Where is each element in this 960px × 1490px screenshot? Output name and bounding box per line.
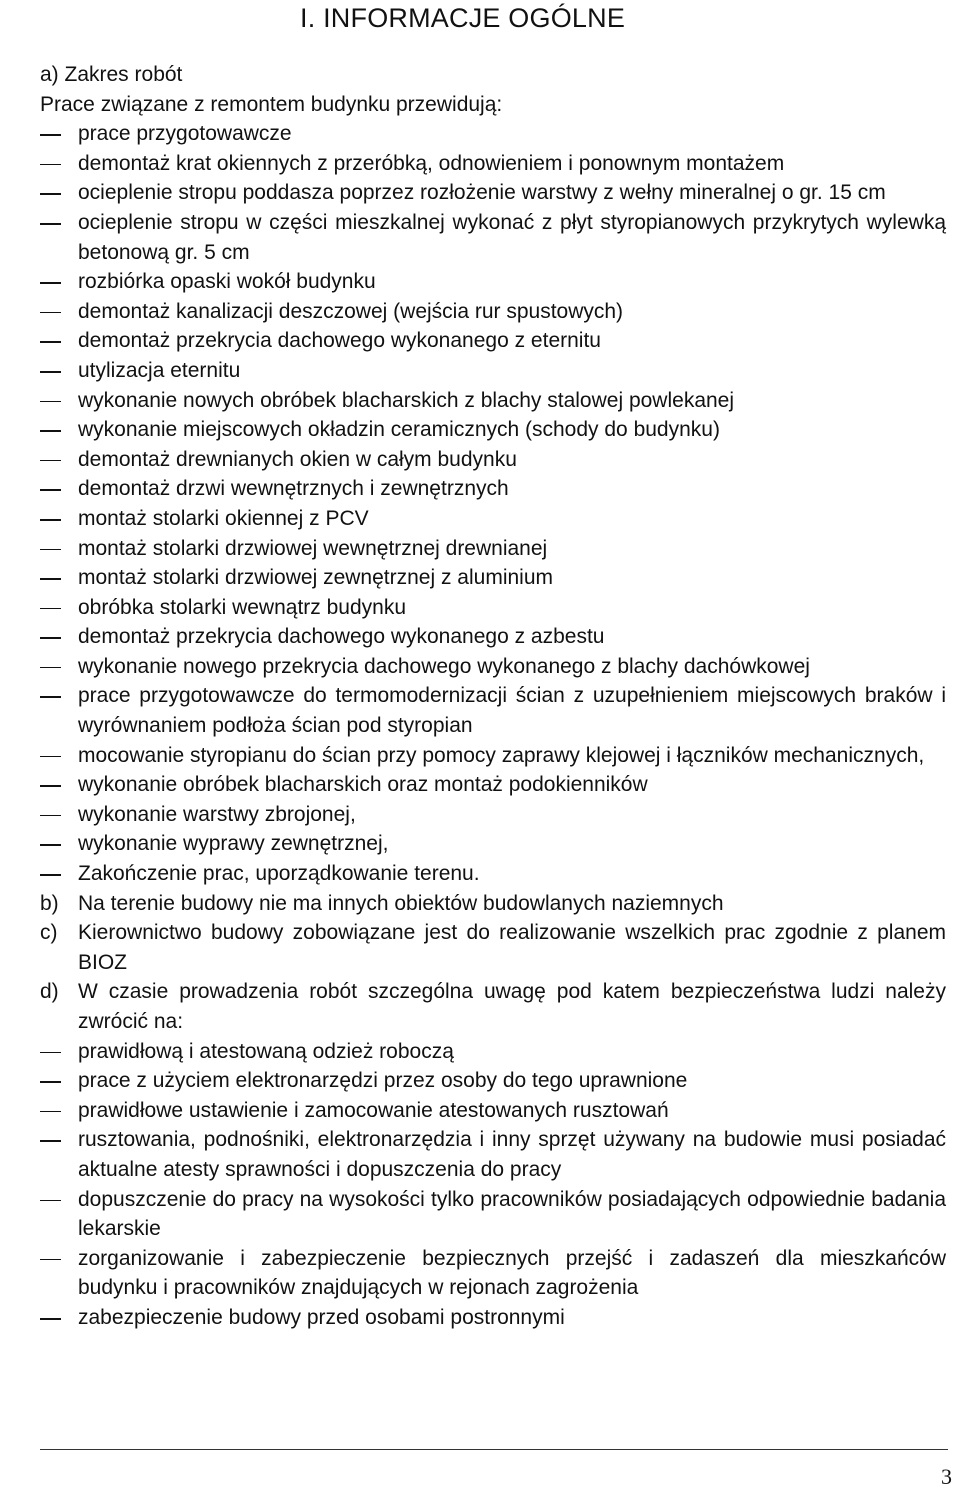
list-item: demontaż przekrycia dachowego wykonanego z azbestu xyxy=(40,622,946,652)
section-b-label: b) xyxy=(40,891,59,915)
section-b xyxy=(40,889,946,919)
list-item: montaż stolarki drzwiowej wewnętrznej drewnianej xyxy=(40,534,946,564)
list-item: Zakończenie prac, uporządkowanie terenu. xyxy=(40,859,946,889)
list-item: wykonanie nowego przekrycia dachowego wykonanego z blachy dachówkowej xyxy=(40,652,946,682)
list-item: wykonanie wyprawy zewnętrznej, xyxy=(40,829,946,859)
list-item: wykonanie miejscowych okładzin ceramicznych (schody do budynku) xyxy=(40,415,946,445)
list-item: prace przygotowawcze xyxy=(40,119,946,149)
page-title: I. INFORMACJE OGÓLNE xyxy=(300,3,626,33)
list-item: prace z użyciem elektronarzędzi przez osoby do tego uprawnione xyxy=(40,1066,946,1096)
section-d-text: W czasie prowadzenia robót szczególna uwagę pod katem bezpieczeństwa ludzi należy zwrócić na: xyxy=(78,980,946,1033)
section-c-text: Kierownictwo budowy zobowiązane jest do realizowanie wszelkich prac zgodnie z planem BIOZ xyxy=(78,921,946,974)
section-d-label: d) xyxy=(40,980,59,1004)
list-item: ocieplenie stropu w części mieszkalnej wykonać z płyt styropianowych przykrytych wylewką betonową gr. 5 cm xyxy=(40,208,946,267)
section-d-list xyxy=(40,1037,946,1333)
list-item: montaż stolarki drzwiowej zewnętrznej z aluminium xyxy=(40,563,946,593)
section-a-intro: Prace związane z remontem budynku przewidują: xyxy=(40,92,503,116)
list-item: wykonanie nowych obróbek blacharskich z blachy stalowej powlekanej xyxy=(40,386,946,416)
section-a-heading: a) Zakres robót xyxy=(40,63,183,86)
list-item: dopuszczenie do pracy na wysokości tylko pracowników posiadających odpowiednie badania lekarskie xyxy=(40,1185,946,1244)
list-item: demontaż krat okiennych z przeróbką, odnowieniem i ponownym montażem xyxy=(40,149,946,179)
footer-divider xyxy=(40,1449,948,1450)
list-item: demontaż kanalizacji deszczowej (wejścia rur spustowych) xyxy=(40,297,946,327)
list-item: utylizacja eternitu xyxy=(40,356,946,386)
list-item: demontaż przekrycia dachowego wykonanego z eternitu xyxy=(40,326,946,356)
list-item: zabezpieczenie budowy przed osobami postronnymi xyxy=(40,1303,946,1333)
section-b-text: Na terenie budowy nie ma innych obiektów budowlanych naziemnych xyxy=(78,891,724,915)
list-item: rusztowania, podnośniki, elektronarzędzia i inny sprzęt używany na budowie musi posiadać aktualne atesty sprawności i dopuszczenia do pracy xyxy=(40,1125,946,1184)
list-item: prawidłową i atestowaną odzież roboczą xyxy=(40,1037,946,1067)
document-body xyxy=(40,60,946,1333)
section-c xyxy=(40,918,946,977)
list-item: montaż stolarki okiennej z PCV xyxy=(40,504,946,534)
list-item: prawidłowe ustawienie i zamocowanie atestowanych rusztowań xyxy=(40,1096,946,1126)
list-item: prace przygotowawcze do termomodernizacji ścian z uzupełnieniem miejscowych braków i wyrównaniem podłoża ścian pod styropian xyxy=(40,681,946,740)
list-item: demontaż drzwi wewnętrznych i zewnętrznych xyxy=(40,474,946,504)
list-item: ocieplenie stropu poddasza poprzez rozłożenie warstwy z wełny mineralnej o gr. 15 cm xyxy=(40,178,946,208)
list-item: rozbiórka opaski wokół budynku xyxy=(40,267,946,297)
list-item: demontaż drewnianych okien w całym budynku xyxy=(40,445,946,475)
list-item: obróbka stolarki wewnątrz budynku xyxy=(40,593,946,623)
list-item: wykonanie warstwy zbrojonej, xyxy=(40,800,946,830)
list-item: zorganizowanie i zabezpieczenie bezpiecznych przejść i zadaszeń dla mieszkańców budynku i pracowników znajdujących w rejonach zagrożenia xyxy=(40,1244,946,1303)
list-item: mocowanie styropianu do ścian przy pomocy zaprawy klejowej i łączników mechanicznych, xyxy=(40,741,946,771)
section-c-label: c) xyxy=(40,921,58,945)
section-a-list xyxy=(40,119,946,888)
page-number: 3 xyxy=(941,1464,952,1489)
section-d xyxy=(40,977,946,1036)
list-item: wykonanie obróbek blacharskich oraz montaż podokienników xyxy=(40,770,946,800)
